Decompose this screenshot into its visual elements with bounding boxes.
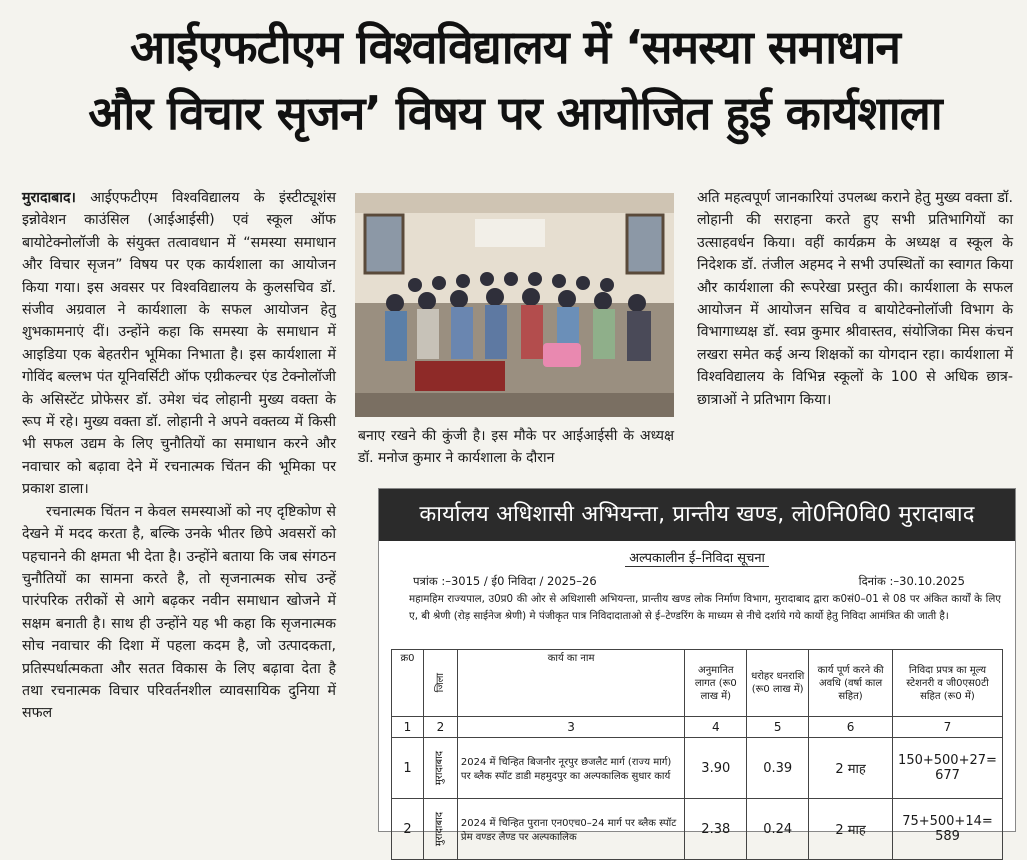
cell-deposit: 0.39 <box>747 738 809 799</box>
tender-advertisement <box>378 488 1016 847</box>
col-number: 5 <box>747 717 809 738</box>
tender-body-text: महामहिम राज्यपाल, उ0प्र0 की ओर से अधिशासी अभियन्ता, प्रान्तीय खण्ड लोक निर्माण विभाग, मुरादाबाद द्वारा क0सं0–01 से 08 पर अंकित कार्यों के लिए ए, बी श्रेणी (रोड़ साईनेज श्रेणी) मे पंजीकृत पात्र निविदादाताओ से ई–टेण्डरिंग के माध्यम से नीचे दर्शाये गये कार्यो हेतु निविदा आमंत्रित की जाती है। <box>409 593 1001 622</box>
cell-sno: 2 <box>392 799 424 860</box>
headline-line-2: और विचार सृजन’ विषय पर आयोजित हुई कार्यशाला <box>88 86 942 140</box>
audience-photo-illustration <box>355 193 674 417</box>
table-row <box>392 799 1003 860</box>
cell-period: 2 माह <box>809 799 893 860</box>
col-header-deposit: धरोहर धनराशि (रू0 लाख में) <box>747 650 809 717</box>
col-number: 6 <box>809 717 893 738</box>
col-number: 3 <box>457 717 684 738</box>
tender-header: कार्यालय अधिशासी अभियन्ता, प्रान्तीय खण्ड, लो0नि0वि0 मुरादाबाद <box>379 489 1015 541</box>
tender-subtitle-text: अल्पकालीन ई–निविदा सूचना <box>625 551 769 567</box>
article-column-1 <box>22 187 336 725</box>
cell-district <box>423 738 457 799</box>
headline-line-1: आईएफटीएम विश्वविद्यालय में ‘समस्या समाधान <box>130 20 900 74</box>
col-header-fee: निविदा प्रपत्र का मूल्य स्टेशनरी व जी0एस0टी सहित (रू0 में) <box>892 650 1002 717</box>
cell-fee: 75+500+14= 589 <box>892 799 1002 860</box>
cell-cost: 2.38 <box>685 799 747 860</box>
cell-work: 2024 में चिन्हित बिजनौर नूरपुर छजलैट मार्ग (राज्य मार्ग) पर ब्लैक स्पॉट डाडी महमुदपुर का अल्पकालिक सुधार कार्य <box>457 738 684 799</box>
tender-subtitle <box>379 548 1015 566</box>
col-header-work: कार्य का नाम <box>457 650 684 717</box>
article-paragraph-2: रचनात्मक चिंतन न केवल समस्याओं को नए दृष्टिकोण से देखने में मदद करता है, बल्कि उनके भीतर छिपे अवसरों को पहचानने की क्षमता भी देता है। उन्होंने बताया कि जब संगठन चुनौतियों का सामना करते है, तो सृजनात्मक सोच उन्हें पारंपरिक तरीकों से आगे बढ़कर नवीन समाधान खोजने में सक्षम बनाती है। साथ ही उन्होंने यह भी कहा कि सृजनात्मक सोच नवाचार की दिशा में पहला कदम है, जो उत्पादकता, प्रतिस्पर्धात्मकता और सतत विकास के लिए बढ़ावा देता है तथा रचनात्मक विचार परिवर्तनशील व्यावसायिक दुनिया में सफल <box>22 503 336 722</box>
col-number: 4 <box>685 717 747 738</box>
cell-sno: 1 <box>392 738 424 799</box>
headline <box>20 14 1010 146</box>
tender-reference-line <box>379 574 1015 589</box>
cell-district <box>423 799 457 860</box>
col-header-sno: क्र0 <box>392 650 424 717</box>
table-header-row <box>392 650 1003 717</box>
cell-district-text: मुरादाबाद <box>434 750 446 786</box>
tender-ref-number: पत्रांक :–3015 / ई0 निविदा / 2025–26 <box>413 574 597 588</box>
article-paragraph-1 <box>22 187 336 501</box>
event-photo <box>355 193 674 417</box>
tender-date: दिनांक :–30.10.2025 <box>858 574 965 588</box>
table-number-row <box>392 717 1003 738</box>
col-number: 2 <box>423 717 457 738</box>
col-header-district <box>423 650 457 717</box>
tender-table <box>391 649 1003 860</box>
cell-cost: 3.90 <box>685 738 747 799</box>
col-header-period: कार्य पूर्ण करने की अवधि (वर्षा काल सहित) <box>809 650 893 717</box>
cell-period: 2 माह <box>809 738 893 799</box>
col-number: 7 <box>892 717 1002 738</box>
article-paragraph-1-text: आईएफटीएम विश्वविद्यालय के इंस्टीट्यूशंस इन्नोवेशन काउंसिल (आईआईसी) एवं स्कूल ऑफ बायोटेक्नोलॉजी के संयुक्त तत्वावधान में “समस्या समाधान और विचार सृजन” विषय पर एक कार्यशाला का आयोजन किया गया। इस अवसर पर विश्वविद्यालय के कुलसचिव डॉ. संजीव अग्रवाल ने कार्यशाला के सफल आयोजन हेतु शुभकामनाएं दीं। उन्होंने कहा कि समस्या के समाधान में आइडिया एक बेहतरीन भूमिका निभाता है। इस कार्यशाला में गोविंद बल्लभ पंत यूनिवर्सिटी ऑफ एग्रीकल्चर एंड टेक्नोलॉजी के असिस्टेंट प्रोफेसर डॉ. उमेश चंद लोहानी मुख्य वक्ता के रूप में रहे। मुख्य वक्ता डॉ. लोहानी ने अपने वक्तव्य में किसी भी सफल उद्यम के लिए चुनौतियों का समाधान करने और नवाचार को बढ़ावा देने में रचनात्मक चिंतन की भूमिका पर प्रकाश डाला। <box>22 190 336 498</box>
col-header-cost: अनुमानित लागत (रू0 लाख में) <box>685 650 747 717</box>
cell-work: 2024 में चिन्हित पुराना एन0एच0–24 मार्ग पर ब्लैक स्पॉट प्रेम वण्डर लैण्ड पर अल्पकालिक <box>457 799 684 860</box>
col-header-district-text: जिला <box>434 673 446 693</box>
cell-district-text: मुरादाबाद <box>434 811 446 847</box>
dateline: मुरादाबाद। <box>22 190 76 206</box>
cell-fee: 150+500+27= 677 <box>892 738 1002 799</box>
article-column-3: अति महत्वपूर्ण जानकारियां उपलब्ध कराने हेतु मुख्य वक्ता डॉ. लोहानी की सराहना करते हुए सभी प्रतिभागियों का उत्साहवर्धन किया। वहीं कार्यक्रम के अध्यक्ष व स्कूल के निदेशक डॉ. तंजील अहमद ने सभी उपस्थितों का स्वागत किया और कार्यशाला की रूपरेखा प्रस्तुत की। कार्यशाला के सफल आयोजन में आयोजन सचिव व बायोटेक्नोलॉजी विभाग के विभागाध्यक्ष डॉ. स्वप्न कुमार श्रीवास्तव, संयोजिका मिस कंचन लखरा समेत कई अन्य शिक्षकों का योगदान रहा। कार्यशाला में विश्वविद्यालय के विभिन्न स्कूलों के 100 से अधिक छात्र-छात्राओं ने प्रतिभाग किया। <box>697 190 1013 408</box>
table-row <box>392 738 1003 799</box>
cell-deposit: 0.24 <box>747 799 809 860</box>
col-number: 1 <box>392 717 424 738</box>
photo-caption: बनाए रखने की कुंजी है। इस मौके पर आईआईसी के अध्यक्ष डॉ. मनोज कुमार ने कार्यशाला के दौरान <box>358 428 674 466</box>
